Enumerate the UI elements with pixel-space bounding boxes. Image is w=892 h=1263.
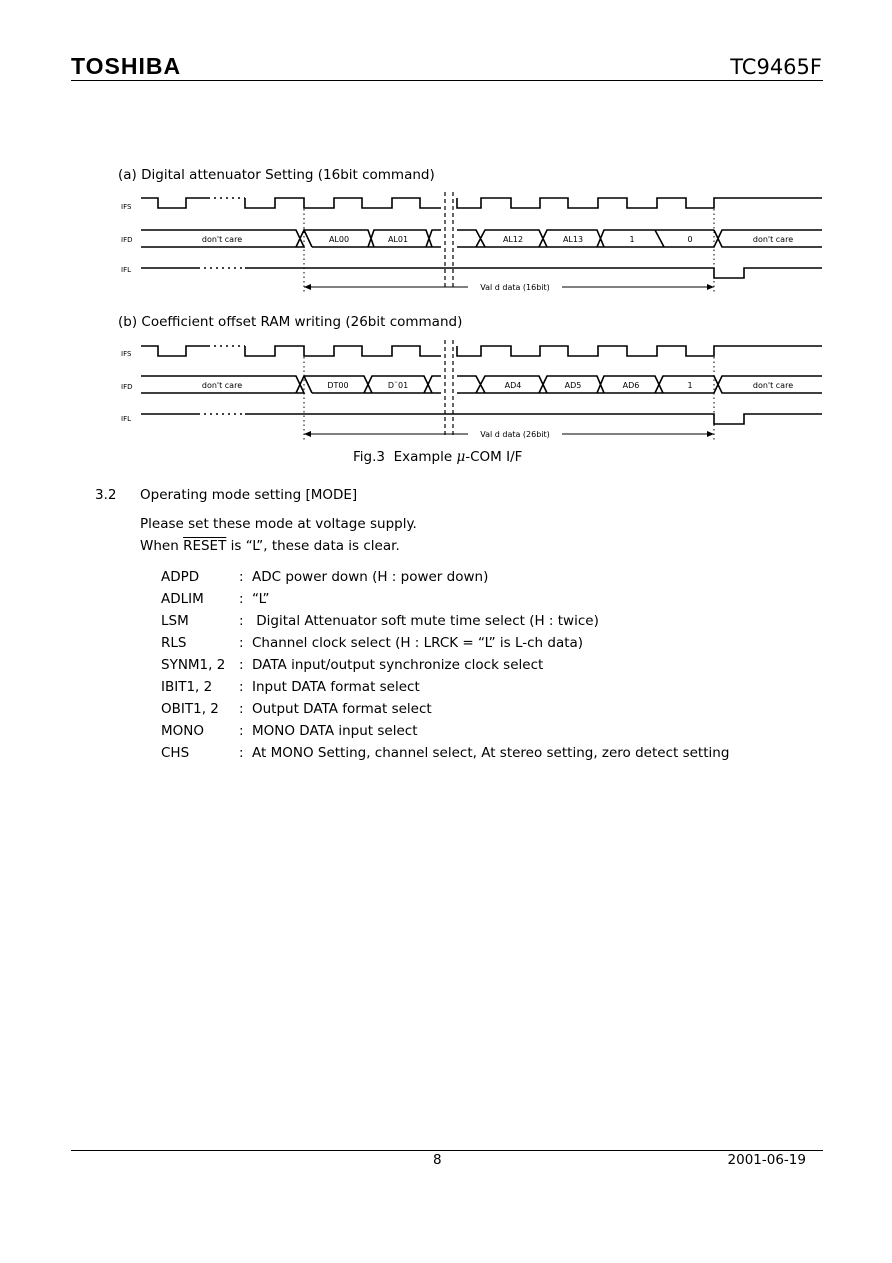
section-line-2 — [140, 538, 400, 554]
ifs-waveform — [141, 346, 822, 356]
ifl-waveform — [141, 414, 822, 424]
arrow-head-right — [707, 431, 714, 437]
mode-parameter-table — [161, 566, 729, 764]
break-mark — [445, 340, 453, 436]
valid-range-guide — [304, 348, 714, 440]
arrow-head-right — [707, 284, 714, 290]
param-desc: MONO DATA input select — [252, 723, 418, 739]
param-row — [161, 742, 729, 764]
ifd-label: AL00 — [328, 235, 350, 244]
param-row — [161, 720, 729, 742]
signal-label-ifd: IFD — [121, 236, 133, 244]
ifd-label: AD4 — [504, 381, 522, 390]
timing-diagram-b — [110, 336, 826, 446]
ifd-waveform — [141, 376, 822, 393]
section-line-1: Please set these mode at voltage supply. — [140, 516, 417, 532]
page-number: 8 — [433, 1152, 442, 1168]
param-colon: : — [239, 635, 244, 651]
ifd-label: AL12 — [502, 235, 524, 244]
param-row — [161, 610, 729, 632]
param-colon: : — [239, 657, 244, 673]
param-colon: : — [239, 679, 244, 695]
param-colon: : — [239, 613, 244, 629]
ifd-label: 1 — [687, 381, 693, 390]
ifd-label: don't care — [201, 235, 243, 244]
ifd-label: AL01 — [387, 235, 409, 244]
ifd-label: don't care — [752, 235, 794, 244]
ifl-waveform — [141, 268, 822, 278]
ifd-label: 1 — [629, 235, 635, 244]
ifd-waveform — [141, 230, 822, 247]
valid-data-label: Val d data (16bit) — [480, 283, 550, 292]
ifd-label: 0 — [687, 235, 693, 244]
param-desc: DATA input/output synchronize clock select — [252, 657, 544, 673]
signal-label-ifs: IFS — [121, 203, 132, 211]
ifd-label: AL13 — [562, 235, 584, 244]
break-mark — [445, 192, 453, 288]
ifd-label: don't care — [201, 381, 243, 390]
param-name: ADPD — [161, 569, 200, 585]
param-name: SYNM1, 2 — [161, 657, 226, 673]
param-desc: Digital Attenuator soft mute time select (H : twice) — [252, 613, 599, 629]
ifd-label: don't care — [752, 381, 794, 390]
footer-rule — [71, 1150, 823, 1151]
param-desc: At MONO Setting, channel select, At stereo setting, zero detect setting — [252, 745, 730, 761]
diagram-a-title: (a) Digital attenuator Setting (16bit command) — [118, 167, 435, 183]
param-colon: : — [239, 723, 244, 739]
caption-mu: μ — [456, 449, 466, 465]
param-colon: : — [239, 591, 244, 607]
param-name: CHS — [161, 745, 190, 761]
signal-label-ifd: IFD — [121, 383, 133, 391]
arrow-head-left — [304, 431, 311, 437]
param-name: MONO — [161, 723, 204, 739]
param-desc: “L” — [252, 591, 270, 607]
arrow-head-left — [304, 284, 311, 290]
param-name: OBIT1, 2 — [161, 701, 219, 717]
signal-label-ifs: IFS — [121, 350, 132, 358]
section-title: Operating mode setting [MODE] — [140, 487, 358, 503]
param-row — [161, 588, 729, 610]
param-row — [161, 566, 729, 588]
param-name: ADLIM — [161, 591, 204, 607]
param-row — [161, 654, 729, 676]
param-row — [161, 698, 729, 720]
param-name: RLS — [161, 635, 187, 651]
diagram-b-title: (b) Coefficient offset RAM writing (26bit command) — [118, 314, 463, 330]
brand-logo: TOSHIBA — [71, 53, 182, 79]
param-desc: Output DATA format select — [252, 701, 432, 717]
ifd-label: D¨01 — [387, 381, 409, 390]
param-desc: Input DATA format select — [252, 679, 420, 695]
ifd-label: DT00 — [327, 381, 349, 390]
param-colon: : — [239, 569, 244, 585]
figure-caption — [353, 449, 522, 465]
param-colon: : — [239, 701, 244, 717]
line2-suffix: is “L”, these data is clear. — [226, 538, 400, 554]
ifs-waveform — [141, 198, 822, 208]
timing-diagram-a — [110, 188, 826, 298]
signal-label-ifl: IFL — [121, 415, 131, 423]
param-colon: : — [239, 745, 244, 761]
param-row — [161, 676, 729, 698]
valid-data-label: Val d data (26bit) — [480, 430, 550, 439]
param-desc: ADC power down (H : power down) — [252, 569, 489, 585]
reset-signal: RESET — [183, 538, 227, 554]
part-number: TC9465F — [730, 55, 822, 79]
caption-prefix: Fig.3 Example — [353, 449, 457, 465]
param-name: IBIT1, 2 — [161, 679, 213, 695]
param-desc: Channel clock select (H : LRCK = “L” is L-ch data) — [252, 635, 584, 651]
ifd-label: AD6 — [622, 381, 640, 390]
section-number: 3.2 — [95, 487, 117, 503]
document-date: 2001-06-19 — [727, 1152, 806, 1168]
line2-prefix: When — [140, 538, 184, 554]
signal-label-ifl: IFL — [121, 266, 131, 274]
ifd-label: AD5 — [564, 381, 582, 390]
param-name: LSM — [161, 613, 189, 629]
caption-suffix: -COM I/F — [465, 449, 523, 465]
param-row — [161, 632, 729, 654]
header-rule — [71, 80, 823, 81]
